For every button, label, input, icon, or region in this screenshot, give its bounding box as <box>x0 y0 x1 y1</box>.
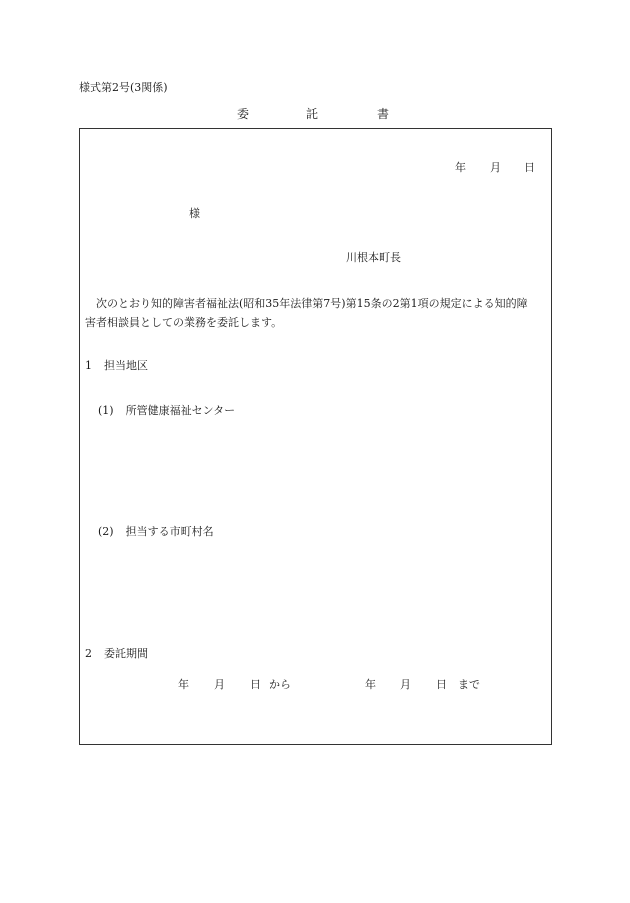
item-1-number: (1) <box>98 404 114 417</box>
item-2-number: (2) <box>98 525 114 538</box>
section-1-heading <box>85 360 148 371</box>
item-2-label: 担当する市町村名 <box>125 525 214 538</box>
section-1-title: 担当地区 <box>104 359 148 372</box>
date-month-unit: 月 <box>490 161 501 174</box>
addressee-honorific: 様 <box>189 207 200 220</box>
title-char-1: 委 <box>237 107 250 121</box>
section-2-title: 委託期間 <box>104 647 148 660</box>
item-1-label: 所管健康福祉センター <box>125 404 236 417</box>
body-paragraph <box>79 294 552 332</box>
date-day-unit: 日 <box>524 161 535 174</box>
section-2-number: 2 <box>85 647 92 660</box>
period-end-month-unit: 月 <box>400 678 411 691</box>
issuer-name: 川根本町長 <box>346 251 401 264</box>
section-1-item-2 <box>98 526 214 537</box>
body-line-1-text: 次のとおり知的障害者福祉法(昭和35年法律第7号)第15条の2第1項の規定による知的障 <box>96 297 528 310</box>
period-start-month-unit: 月 <box>214 678 225 691</box>
period-start-year-unit: 年 <box>178 678 189 691</box>
period-from-label: から <box>269 678 291 691</box>
title-char-3: 書 <box>377 107 390 121</box>
form-number-label: 様式第2号(3関係) <box>79 81 168 94</box>
period-end-year-unit: 年 <box>365 678 376 691</box>
section-1-item-1 <box>98 405 235 416</box>
period-end-day-unit: 日 <box>436 678 447 691</box>
period-start-day-unit: 日 <box>250 678 261 691</box>
body-line-1 <box>85 294 546 313</box>
date-year-unit: 年 <box>455 161 466 174</box>
body-line-2: 害者相談員としての業務を委託します。 <box>85 316 283 329</box>
document-frame <box>79 128 552 745</box>
period-to-label: まで <box>458 678 480 691</box>
section-2-heading <box>85 648 148 659</box>
title-char-2: 託 <box>306 107 319 121</box>
section-1-number: 1 <box>85 359 92 372</box>
